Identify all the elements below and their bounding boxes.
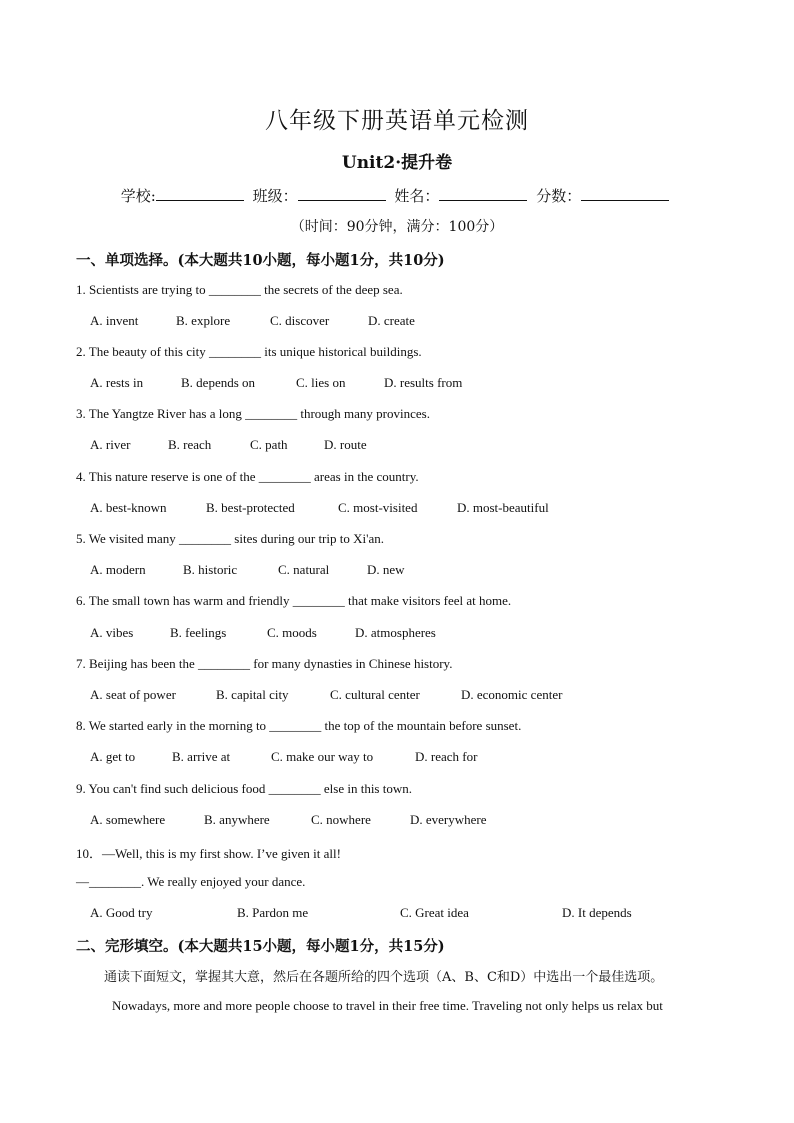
question-stem: 10．—Well, this is my first show. I’ve given it all! bbox=[76, 846, 341, 861]
option[interactable]: A. get to bbox=[90, 749, 136, 764]
option[interactable]: C. lies on bbox=[296, 375, 346, 390]
time-note: （时间：90分钟，满分：100分） bbox=[290, 219, 504, 235]
option[interactable]: A. rests in bbox=[90, 375, 144, 390]
section1-heading: 一、单项选择。(本大题共10小题，每小题1分，共10分) bbox=[76, 252, 445, 269]
page-subtitle: Unit2·提升卷 bbox=[341, 153, 453, 173]
option[interactable]: C. natural bbox=[278, 562, 330, 577]
class-blank[interactable] bbox=[298, 186, 386, 201]
option[interactable]: B. depends on bbox=[181, 375, 256, 390]
student-info-line bbox=[0, 185, 794, 206]
option[interactable]: C. make our way to bbox=[271, 749, 374, 764]
name-label: 姓名： bbox=[394, 187, 440, 205]
passage-text: Nowadays, more and more people choose to travel in their free time. Traveling not only helps us relax but bbox=[112, 998, 663, 1013]
option[interactable]: A. vibes bbox=[90, 625, 134, 640]
option[interactable]: A. river bbox=[90, 437, 131, 452]
option[interactable]: B. feelings bbox=[170, 625, 227, 640]
question-stem: 2. The beauty of this city ________ its unique historical buildings. bbox=[76, 344, 422, 359]
option[interactable]: D. results from bbox=[384, 375, 463, 390]
option[interactable]: D. most-beautiful bbox=[457, 500, 549, 515]
option[interactable]: C. path bbox=[250, 437, 288, 452]
question-stem: 5. We visited many ________ sites during our trip to Xi'an. bbox=[76, 531, 384, 546]
question-stem: 3. The Yangtze River has a long ________ through many provinces. bbox=[76, 406, 430, 421]
name-blank[interactable] bbox=[439, 186, 527, 201]
option[interactable]: A. invent bbox=[90, 313, 139, 328]
option[interactable]: A. seat of power bbox=[90, 687, 176, 702]
question-dialogue-reply: —________. We really enjoyed your dance. bbox=[76, 874, 306, 889]
question-stem: 4. This nature reserve is one of the ________ areas in the country. bbox=[76, 469, 419, 484]
school-label: 学校: bbox=[120, 187, 156, 205]
option[interactable]: C. nowhere bbox=[311, 812, 371, 827]
option[interactable]: B. historic bbox=[183, 562, 238, 577]
option[interactable]: C. discover bbox=[270, 313, 330, 328]
option[interactable]: A. modern bbox=[90, 562, 146, 577]
option[interactable]: D. reach for bbox=[415, 749, 478, 764]
option[interactable]: D. economic center bbox=[461, 687, 563, 702]
option[interactable]: D. new bbox=[367, 562, 405, 577]
option[interactable]: D. create bbox=[368, 313, 415, 328]
class-label: 班级： bbox=[252, 187, 298, 205]
question-stem: 8. We started early in the morning to ________ the top of the mountain before sunset. bbox=[76, 718, 522, 733]
option[interactable]: A. somewhere bbox=[90, 812, 166, 827]
option[interactable]: B. reach bbox=[168, 437, 212, 452]
option[interactable]: D. It depends bbox=[562, 905, 632, 920]
page-title: 八年级下册英语单元检测 bbox=[265, 108, 529, 134]
option[interactable]: B. anywhere bbox=[204, 812, 270, 827]
option[interactable]: C. moods bbox=[267, 625, 317, 640]
option[interactable]: D. atmospheres bbox=[355, 625, 436, 640]
section2-heading: 二、完形填空。(本大题共15小题，每小题1分，共15分) bbox=[76, 938, 445, 955]
score-blank[interactable] bbox=[581, 186, 669, 201]
option[interactable]: B. capital city bbox=[216, 687, 289, 702]
score-label: 分数： bbox=[536, 187, 582, 205]
option[interactable]: A. Good try bbox=[90, 905, 153, 920]
option[interactable]: D. everywhere bbox=[410, 812, 487, 827]
question-stem: 1. Scientists are trying to ________ the secrets of the deep sea. bbox=[76, 282, 403, 297]
section2-instruction: 通读下面短文，掌握其大意，然后在各题所给的四个选项（A、B、C和D）中选出一个最佳选项。 bbox=[104, 970, 664, 985]
school-blank[interactable] bbox=[156, 186, 244, 201]
option[interactable]: C. Great idea bbox=[400, 905, 469, 920]
option[interactable]: B. arrive at bbox=[172, 749, 231, 764]
option[interactable]: C. most-visited bbox=[338, 500, 418, 515]
option[interactable]: B. Pardon me bbox=[237, 905, 309, 920]
option[interactable]: C. cultural center bbox=[330, 687, 420, 702]
option[interactable]: A. best-known bbox=[90, 500, 167, 515]
option[interactable]: D. route bbox=[324, 437, 367, 452]
option[interactable]: B. explore bbox=[176, 313, 231, 328]
question-stem: 7. Beijing has been the ________ for many dynasties in Chinese history. bbox=[76, 656, 453, 671]
option[interactable]: B. best-protected bbox=[206, 500, 295, 515]
question-stem: 9. You can't find such delicious food ________ else in this town. bbox=[76, 781, 412, 796]
question-stem: 6. The small town has warm and friendly ________ that make visitors feel at home. bbox=[76, 593, 512, 608]
